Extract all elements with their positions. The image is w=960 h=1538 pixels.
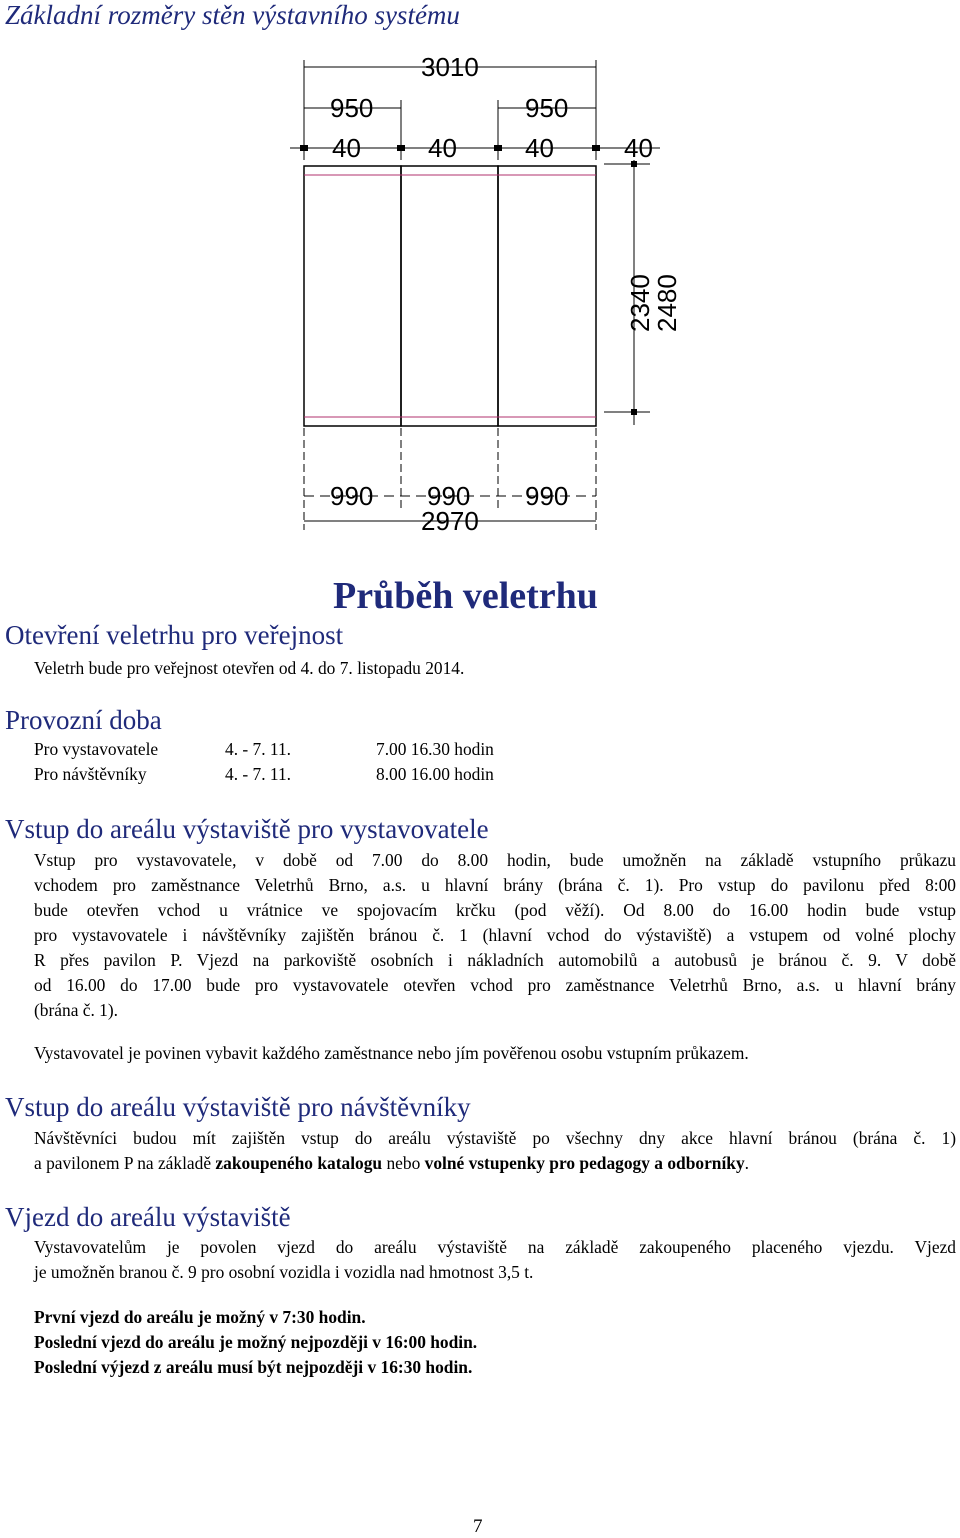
hours-row-exhibitors-hours: 7.00 16.30 hodin [376,739,494,759]
last-exit-time: Poslední výjezd z areálu musí být nejpozději v 16:30 hodin. [34,1357,473,1377]
exhibitor-entry-line: bude otevřen vchod u vrátnice ve spojovacím krčku (pod věží). Od 8.00 do 16.00 hodin bude vstup [34,900,956,920]
hours-row-visitors-hours: 8.00 16.00 hodin [376,764,494,784]
dim-label-post-3: 40 [525,133,554,163]
dim-label-bottom-total: 2970 [421,506,479,536]
page-number: 7 [473,1516,483,1537]
visitor-entry-text-e: . [744,1153,750,1173]
visitor-entry-catalog: zakoupeného katalogu [215,1153,383,1173]
exhibitor-entry-line: R přes pavilon P. Vjezd na parkoviště osobních i nákladních automobilů a autobusů je bránou č. 9. V době [34,950,956,970]
wall-panel-3 [498,166,596,426]
exhibitor-entry-line: pro vystavovatele i návštěvníky zajištěn bránou č. 1 (hlavní vchod do výstaviště) a vstupem od volné plochy [34,925,956,945]
dim-label-bottom-1: 990 [330,481,374,511]
hours-row-exhibitors-who: Pro vystavovatele [34,739,159,759]
operating-hours-title: Provozní doba [5,705,162,735]
hours-row-exhibitors-dates: 4. - 7. 11. [225,739,292,759]
visitor-entry-free-ticket: volné vstupenky pro pedagogy a odborníky [424,1153,745,1173]
dim-label-panel-left: 950 [330,93,374,123]
dim-label-height-total: 2480 [652,274,682,332]
dim-label-bottom-2: 990 [427,481,471,511]
visitor-entry-title: Vstup do areálu výstaviště pro návštěvníky [5,1092,471,1122]
vehicle-entry-line-2: je umožněn branou č. 9 pro osobní vozidla i vozidla nad hmotnost 3,5 t. [34,1262,534,1282]
dim-label-top-total: 3010 [421,52,479,82]
vehicle-entry-line-1: Vystavovatelům je povolen vjezd do areálu výstaviště na základě zakoupeného placeného vjezdu. Vjezd [34,1237,956,1257]
visitor-entry-text-a: a pavilonem P na základě [34,1153,216,1173]
dim-label-height-inner: 2340 [625,274,655,332]
hours-row-visitors-dates: 4. - 7. 11. [225,764,292,784]
page-title: Základní rozměry stěn výstavního systému [5,0,460,30]
visitor-entry-line-1: Návštěvníci budou mít zajištěn vstup do areálu výstaviště po všechny dny akce hlavní bránou (brána č. 1) [34,1128,956,1148]
exhibitor-entry-paragraph [34,848,956,1023]
dim-label-post-2: 40 [428,133,457,163]
visitor-entry-text-c: nebo [382,1153,425,1173]
last-entry-time: Poslední vjezd do areálu je možný nejpozději v 16:00 hodin. [34,1332,478,1352]
exhibitor-entry-title: Vstup do areálu výstaviště pro vystavovatele [5,814,489,844]
dim-label-post-4: 40 [624,133,653,163]
exhibitor-entry-line: Vstup pro vystavovatele, v době od 7.00 do 8.00 hodin, bude umožněn na základě vstupního průkazu [34,850,956,870]
vehicle-entry-title: Vjezd do areálu výstaviště [5,1202,291,1232]
hours-row-visitors-who: Pro návštěvníky [34,764,147,784]
dim-label-panel-right: 950 [525,93,569,123]
exhibitor-entry-line: od 16.00 do 17.00 bude pro vystavovatele otevřen vchod pro zaměstnance Veletrhů Brno, a.s. u hlavní brány [34,975,956,995]
first-entry-time: První vjezd do areálu je možný v 7:30 hodin. [34,1307,366,1327]
public-opening-title: Otevření veletrhu pro veřejnost [5,620,344,650]
section-main-title: Průběh veletrhu [333,575,598,617]
wall-dimension-diagram [0,0,960,560]
wall-panel-2 [401,166,498,426]
exhibitor-entry-line: vchodem pro zaměstnance Veletrhů Brno, a.s. u hlavní brány (brána č. 1). Pro vstup do pavilonu před 8:00 [34,875,956,895]
dim-label-post-1: 40 [332,133,361,163]
dim-label-bottom-3: 990 [525,481,569,511]
visitor-entry-paragraph [34,1126,956,1176]
wall-panel-1 [304,166,401,426]
vehicle-entry-paragraph [34,1235,956,1285]
public-opening-text: Veletrh bude pro veřejnost otevřen od 4. do 7. listopadu 2014. [34,658,465,678]
exhibitor-entry-note: Vystavovatel je povinen vybavit každého zaměstnance nebo jím pověřenou osobu vstupním průkazem. [34,1043,749,1063]
visitor-entry-line-2 [34,1151,956,1176]
exhibitor-entry-line: (brána č. 1). [34,1000,119,1020]
